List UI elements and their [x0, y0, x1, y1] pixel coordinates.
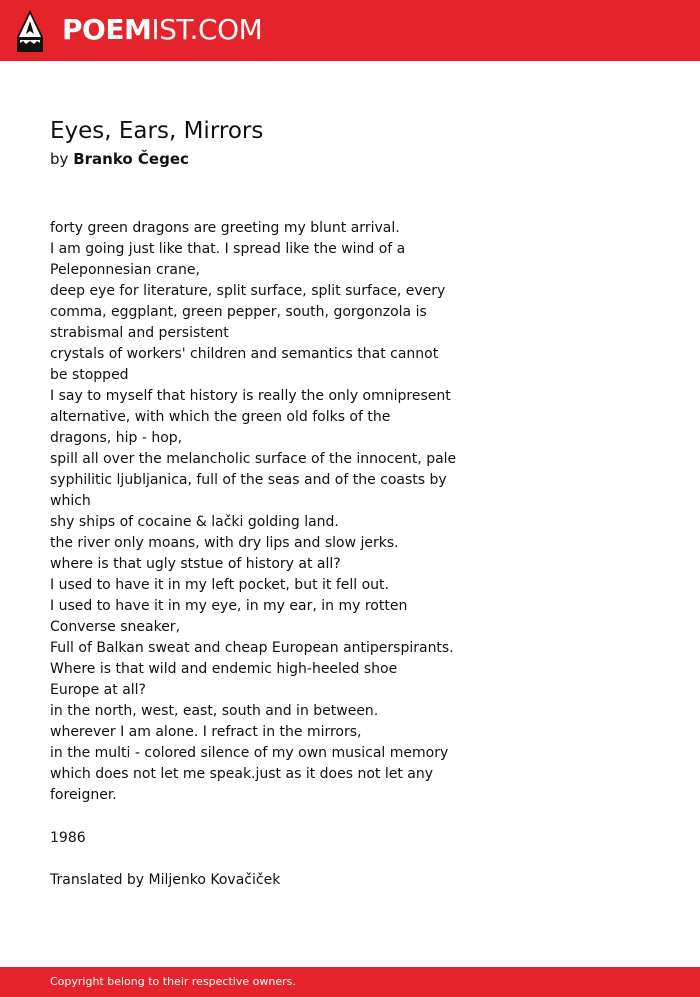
poem-line: deep eye for literature, split surface, split surface, every	[50, 283, 446, 299]
poem-line: I used to have it in my eye, in my ear, in my rotten	[50, 598, 408, 614]
poem-line: in the multi - colored silence of my own musical memory	[50, 745, 449, 761]
poem-line: comma, eggplant, green pepper, south, gorgonzola is	[50, 304, 427, 320]
poem-line: Peleponnesian crane,	[50, 262, 200, 278]
poem-line: I am going just like that. I spread like the wind of a	[50, 241, 406, 257]
poem-year: 1986	[50, 830, 86, 846]
poem-line: wherever I am alone. I refract in the mirrors,	[50, 724, 362, 740]
poem-line: be stopped	[50, 367, 129, 383]
translator-credit: Translated by Miljenko Kovačiček	[50, 872, 281, 888]
logo-text-strong: POEM	[62, 13, 152, 46]
poem-line: crystals of workers' children and semantics that cannot	[50, 346, 439, 362]
poem-line: shy ships of cocaine & lački golding land.	[50, 514, 339, 530]
by-label: by	[50, 150, 69, 168]
poem-line: spill all over the melancholic surface of the innocent, pale	[50, 451, 457, 467]
poem-line: the river only moans, with dry lips and slow jerks.	[50, 535, 399, 551]
poem-line: forty green dragons are greeting my blunt arrival.	[50, 220, 400, 236]
poem-title: Eyes, Ears, Mirrors	[50, 118, 264, 144]
poem-line: where is that ugly ststue of history at all?	[50, 556, 341, 572]
poem-line: which	[50, 493, 91, 509]
logo-text-light: IST.COM	[151, 13, 263, 46]
poem-line: Converse sneaker,	[50, 619, 181, 635]
poem-line: alternative, with which the green old folks of the	[50, 409, 391, 425]
copyright-notice: Copyright belong to their respective owners.	[50, 975, 296, 988]
poem-line: dragons, hip - hop,	[50, 430, 183, 446]
poem-line: Where is that wild and endemic high-heeled shoe	[50, 661, 398, 677]
site-footer	[0, 967, 700, 997]
poem-line: foreigner.	[50, 787, 117, 803]
poem-line: Full of Balkan sweat and cheap European antiperspirants.	[50, 640, 454, 656]
author-name: Branko Čegec	[73, 150, 189, 168]
poem-byline	[50, 148, 189, 170]
poem-line: syphilitic ljubljanica, full of the seas and of the coasts by	[50, 472, 447, 488]
poem-line: in the north, west, east, south and in between.	[50, 703, 379, 719]
poem-line: I used to have it in my left pocket, but it fell out.	[50, 577, 389, 593]
pen-nib-icon[interactable]	[17, 10, 43, 52]
site-header	[0, 0, 700, 61]
poem-line: which does not let me speak.just as it does not let any	[50, 766, 434, 782]
poem-line: strabismal and persistent	[50, 325, 229, 341]
poem-body	[50, 218, 465, 806]
site-logo[interactable]	[62, 12, 262, 48]
poem-line: I say to myself that history is really the only omnipresent	[50, 388, 451, 404]
poem-line: Europe at all?	[50, 682, 146, 698]
